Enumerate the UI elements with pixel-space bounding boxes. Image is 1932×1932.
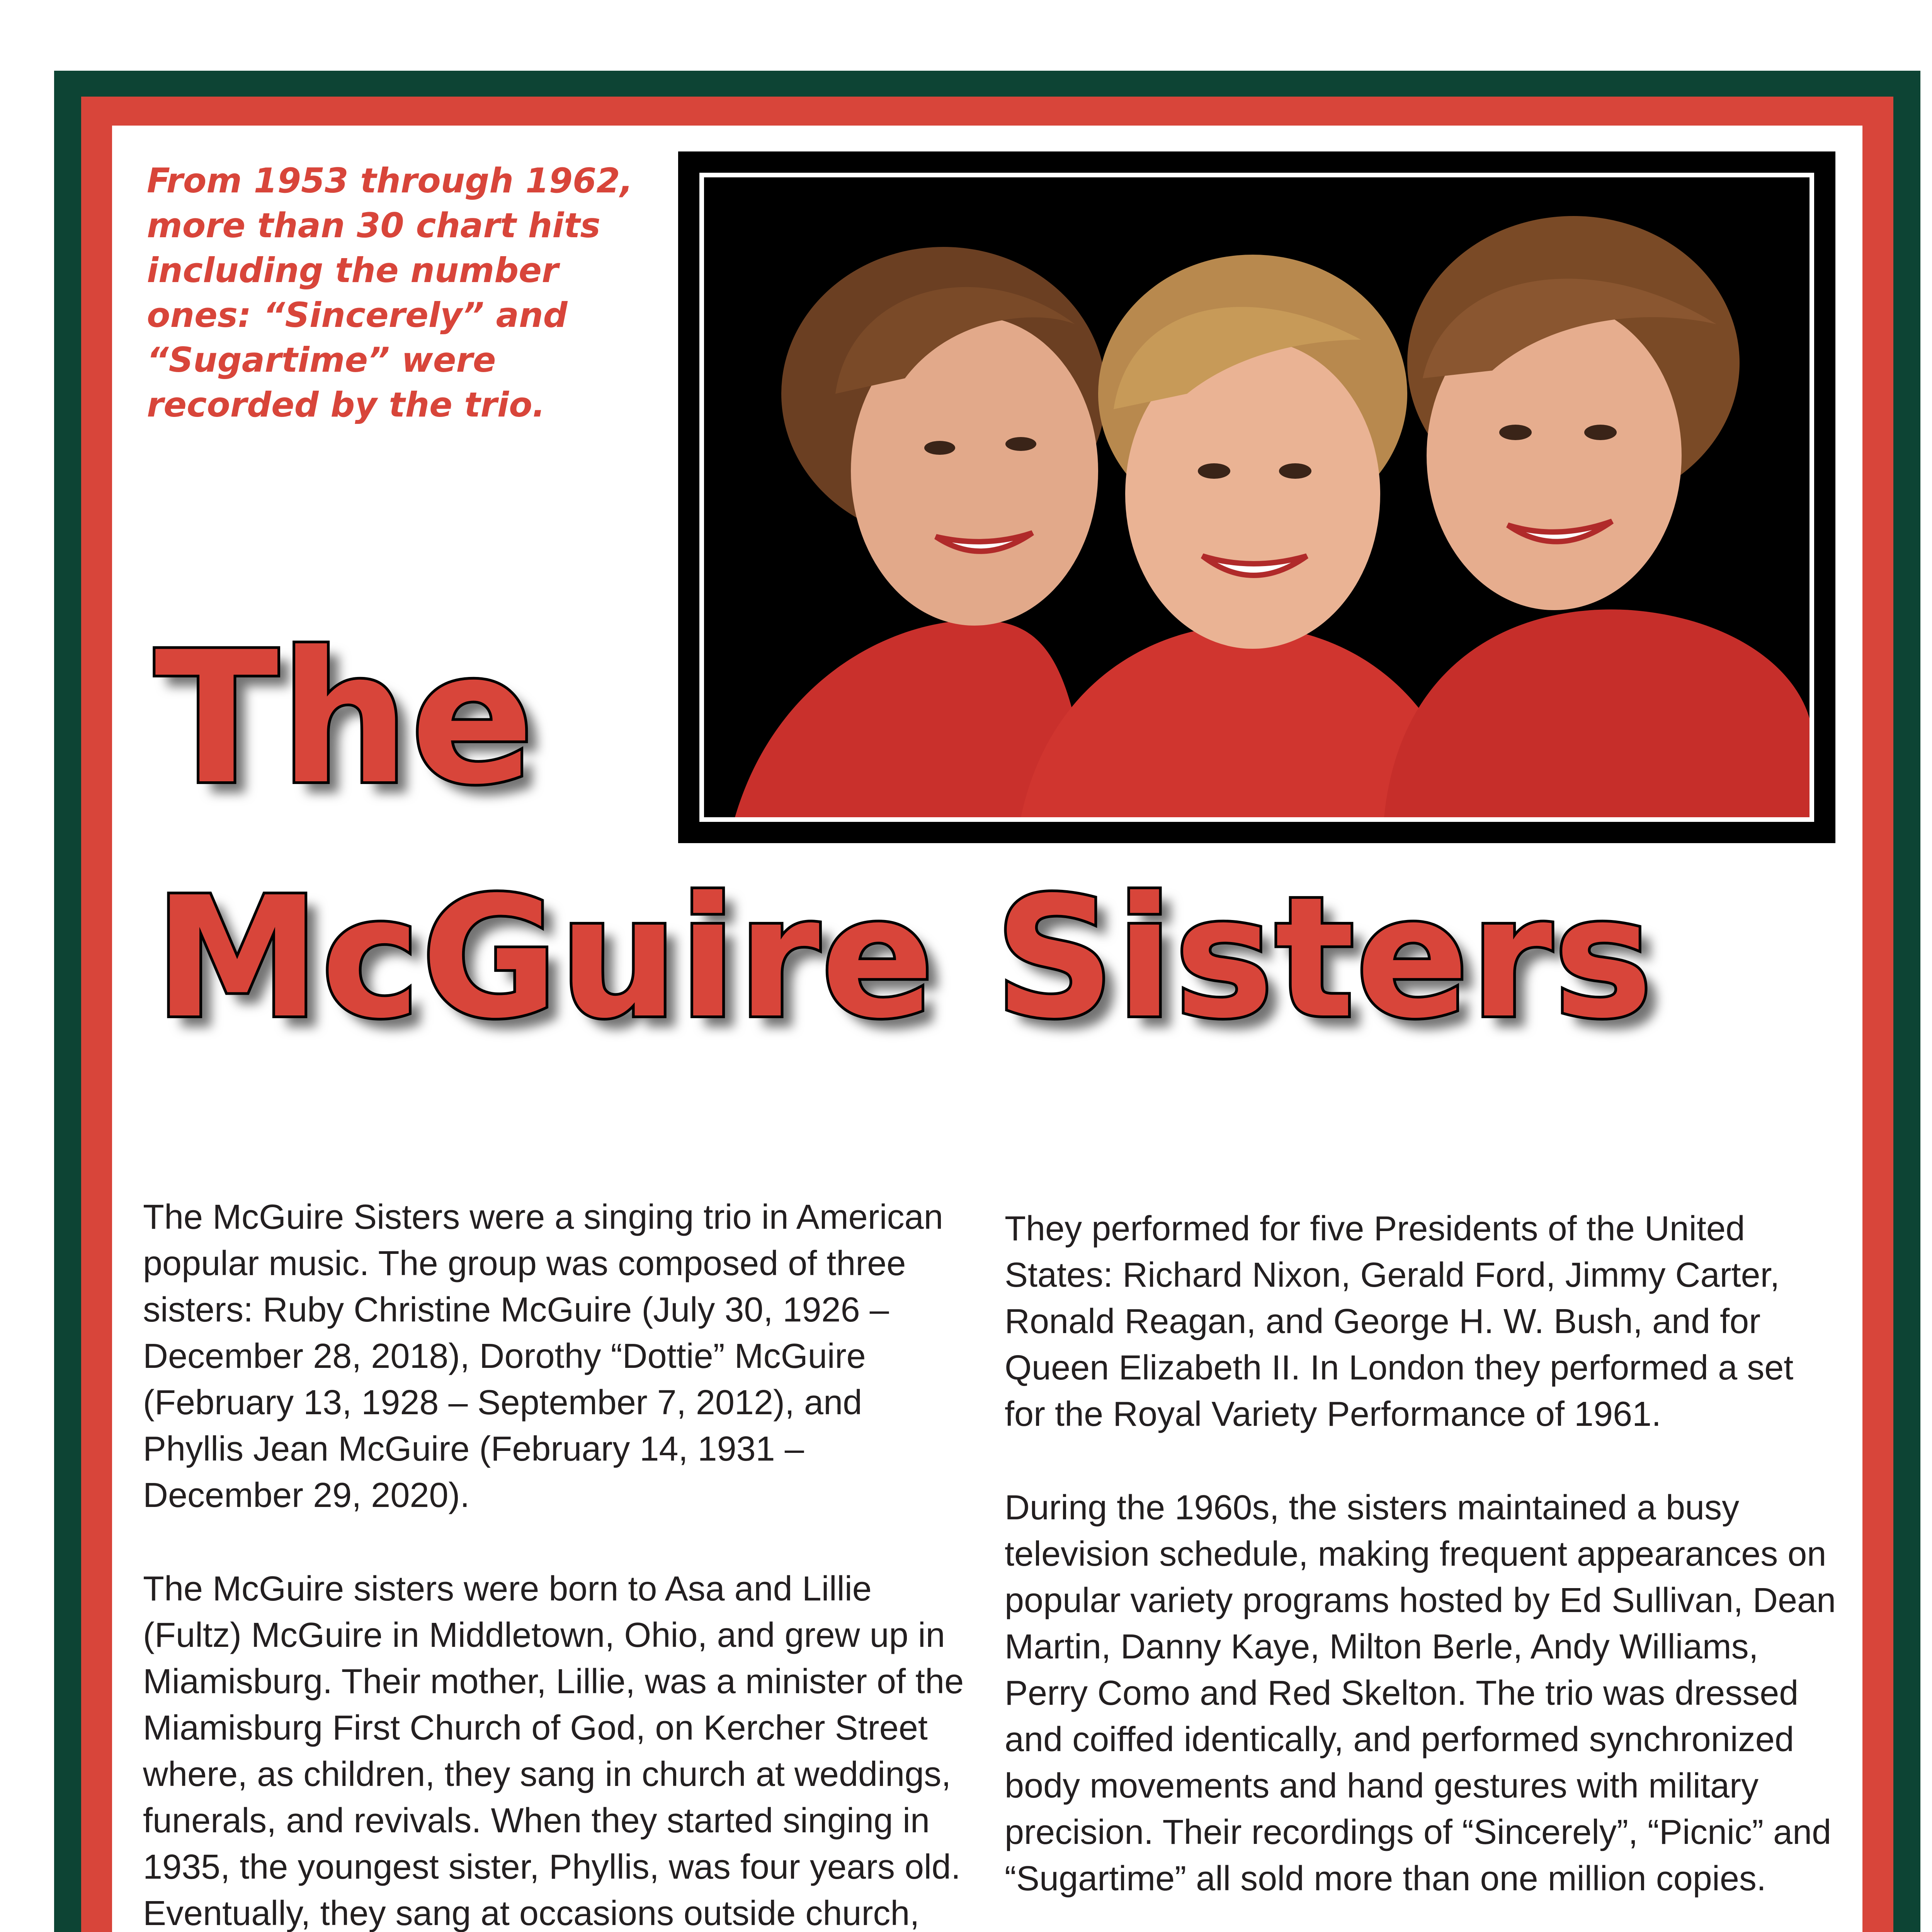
sisters-photo <box>699 173 1814 822</box>
tagline: From 1953 through 1962, more than 30 chart hits including the number ones: “Sincerely” and “Sugartime” were recorded by the trio. <box>147 161 633 425</box>
paragraph-1960s: During the 1960s, the sisters maintained a busy television schedule, making frequent appearances on popular variety programs hosted by Ed Sullivan, Dean Martin, Danny Kaye, Milton Berle, Andy Williams, Perry Como and Red Skelton. The trio was dressed and coiffed identically, and performed synchronized body movements and hand gestures with military precision. Their recordings of “Sincerely”, “Picnic” and “Sugartime” all sold more than one million copies. <box>1005 1488 1836 1898</box>
paragraph-members: The McGuire Sisters were a singing trio in American popular music. The group was composed of three sisters: Ruby Christine McGuire (July 30, 1926 – December 28, 2018), Dorothy “Dottie” McGuire (February 13, 1928 – September 7, 2012), and Phyllis Jean McGuire (February 14, 1931 – December 29, 2020). <box>143 1198 943 1515</box>
title-line-1: The <box>155 613 536 824</box>
paragraph-early-life: The McGuire sisters were born to Asa and Lillie (Fultz) McGuire in Middletown, Ohio, and grew up in Miamisburg. Their mother, Lillie, was a minister of the Miamisburg First Church of God, on Kercher Street where, as children, they sang in church at weddings, funerals, and revivals. When they started singing in 1935, the youngest sister, Phyllis, was four years old. Eventually, they sang at occasions outside church, <box>143 1570 964 1932</box>
photo-frame <box>678 151 1835 843</box>
paragraph-presidents: They performed for five Presidents of the United States: Richard Nixon, Gerald Ford, Jimmy Carter, Ronald Reagan, and George H. W. Bush, and for Queen Elizabeth II. In London they performed a set for the Royal Variety Performance of 1961. <box>1005 1209 1794 1434</box>
title-line-2: McGuire Sisters <box>155 862 1654 1055</box>
sisters-illustration <box>704 177 1810 817</box>
left-column <box>143 1194 970 1932</box>
right-column <box>1005 1206 1839 1932</box>
